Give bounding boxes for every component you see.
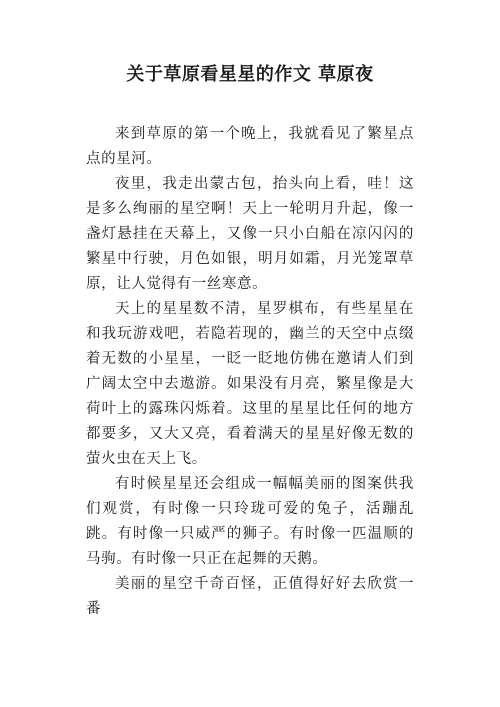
paragraph: 有时候星星还会组成一幅幅美丽的图案供我们观赏，有时像一只玲珑可爱的兔子，活蹦乱跳。有时像一只威严的狮子。有时像一匹温顺的马驹。有时像一只正在起舞的天鹅。 — [86, 476, 414, 567]
document-body — [86, 122, 414, 622]
document-title: 关于草原看星星的作文 草原夜 — [126, 64, 374, 85]
paragraph: 来到草原的第一个晚上，我就看见了繁星点点的星河。 — [86, 126, 414, 167]
paragraph: 天上的星星数不清，星罗棋布，有些星星在和我玩游戏吧，若隐若现的，幽兰的天空中点缀着无数的小星星，一眨一眨地仿佛在邀请人们到广阔太空中去遨游。如果没有月亮，繁星像是大荷叶上的露珠闪烁着。这里的星星比任何的地方都要多，又大又亮，看着满天的星星好像无数的萤火虫在天上飞。 — [86, 301, 414, 467]
paragraph: 夜里，我走出蒙古包，抬头向上看，哇！这是多么绚丽的星空啊！天上一轮明月升起，像一盏灯悬挂在天幕上，又像一只小白船在凉闪闪的繁星中行驶，月色如银，明月如霜，月光笼罩草原，让人觉得有一丝寒意。 — [86, 176, 414, 292]
paragraph: 美丽的星空千奇百怪，正值得好好去欣赏一番 — [86, 576, 414, 617]
